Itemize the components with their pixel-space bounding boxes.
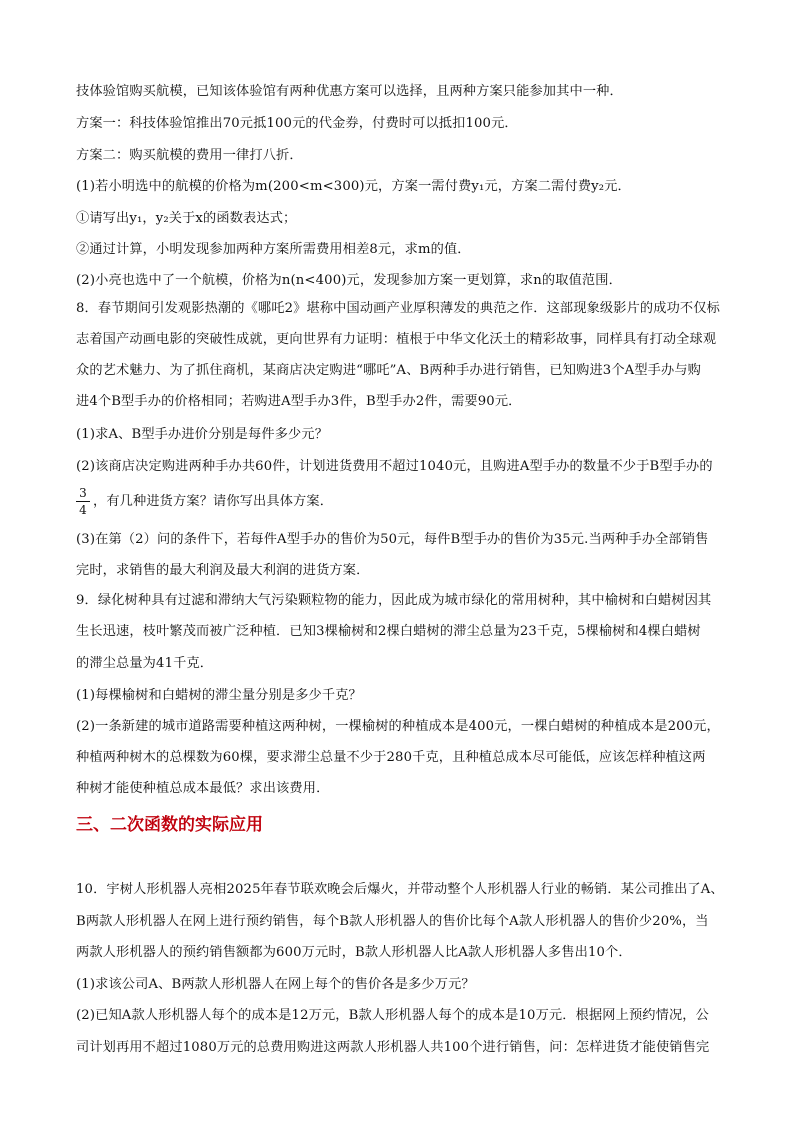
text-line: B两款人形机器人在网上进行预约销售，每个B款人形机器人的售价比每个A款人形机器人的售价少20%，当: [76, 914, 709, 929]
text-line: (3)在第（2）问的条件下，若每件A型手办的售价为50元，每件B型手办的售价为35元.当两种手办全部销售: [76, 532, 709, 547]
text-line: 司计划再用不超过1080万元的总费用购进这两款人形机器人共100个进行销售，问：怎样进货才能使销售完: [76, 1040, 710, 1055]
text-line: 方案一：科技体验馆推出70元抵100元的代金券，付费时可以抵扣100元．: [76, 116, 518, 131]
text-line: (2)小亮也选中了一个航模，价格为n(n<400)元，发现参加方案一更划算，求n的取值范围．: [76, 273, 622, 288]
text-line: 技体验馆购买航模，已知该体验馆有两种优惠方案可以选择，且两种方案只能参加其中一种．: [76, 84, 623, 99]
text-line: ①请写出y₁，y₂关于x的函数表达式；: [76, 211, 297, 226]
fraction-denominator: 4: [79, 503, 87, 517]
text-line: (1)求该公司A、B两款人形机器人在网上每个的售价各是多少万元？: [76, 977, 475, 992]
text-line: 进4个B型手办的价格相同；若购进A型手办3件，B型手办2件，需要90元．: [76, 394, 522, 409]
text-line: 方案二：购买航模的费用一律打八折．: [76, 148, 303, 163]
section-heading: 三、二次函数的实际应用: [76, 815, 263, 835]
text-line: 种植两种树木的总棵数为60棵，要求滞尘总量不少于280千克，且种植总成本尽可能低，应该怎样种植这两: [76, 750, 706, 765]
text-line: (1)若小明选中的航模的价格为m(200<m<300)元，方案一需付费y₁元，方案二需付费y₂元．: [76, 179, 631, 194]
text-line: 8．春节期间引发观影热潮的《哪吒2》堪称中国动画产业厚积薄发的典范之作．这部现象级影片的成功不仅标: [76, 301, 720, 316]
text-line: ②通过计算，小明发现参加两种方案所需费用相差8元，求m的值．: [76, 242, 471, 257]
fraction-numerator: 3: [79, 486, 87, 500]
text-line: (2)一条新建的城市道路需要种植这两种树，一棵榆树的种植成本是400元，一棵白蜡树的种植成本是200元，: [76, 719, 720, 734]
text-line: (1)每棵榆树和白蜡树的滞尘量分别是多少千克？: [76, 688, 362, 703]
text-line: 10．宇树人形机器人亮相2025年春节联欢晚会后爆火，并带动整个人形机器人行业的畅销．某公司推出了A、: [76, 882, 724, 897]
text-line: (1)求A、B型手办进价分别是每件多少元？: [76, 427, 329, 442]
text-line: 生长迅速，枝叶繁茂而被广泛种植．已知3棵榆树和2棵白蜡树的滞尘总量为23千克，5棵榆树和4棵白蜡树: [76, 624, 701, 639]
text-line: 完时，求销售的最大利润及最大利润的进货方案．: [76, 563, 370, 578]
text-line: ，有几种进货方案？请你写出具体方案．: [93, 494, 334, 509]
text-line: (2)已知A款人形机器人每个的成本是12万元，B款人形机器人每个的成本是10万元．根据网上预约情况，公: [76, 1008, 709, 1023]
text-line: 志着国产动画电影的突破性成就，更向世界有力证明：植根于中华文化沃土的精彩故事，同样具有打动全球观: [76, 332, 717, 347]
text-line: 种树才能使种植总成本最低？求出该费用．: [76, 781, 330, 796]
fraction-three-quarters: [76, 486, 90, 517]
text-line: 的滞尘总量为41千克．: [76, 656, 214, 671]
text-line: 众的艺术魅力、为了抓住商机，某商店决定购进“哪吒”A、B两种手办进行销售，已知购进3个A型手办与购: [76, 363, 702, 378]
text-line: 9．绿化树种具有过滤和滞纳大气污染颗粒物的能力，因此成为城市绿化的常用树种，其中榆树和白蜡树因其: [76, 593, 712, 608]
text-line: (2)该商店决定购进两种手办共60件，计划进货费用不超过1040元，且购进A型手办的数量不少于B型手办的: [76, 459, 713, 474]
text-line: 两款人形机器人的预约销售额都为600万元时，B款人形机器人比A款人形机器人多售出10个．: [76, 945, 632, 960]
fraction-bar: [76, 501, 90, 502]
